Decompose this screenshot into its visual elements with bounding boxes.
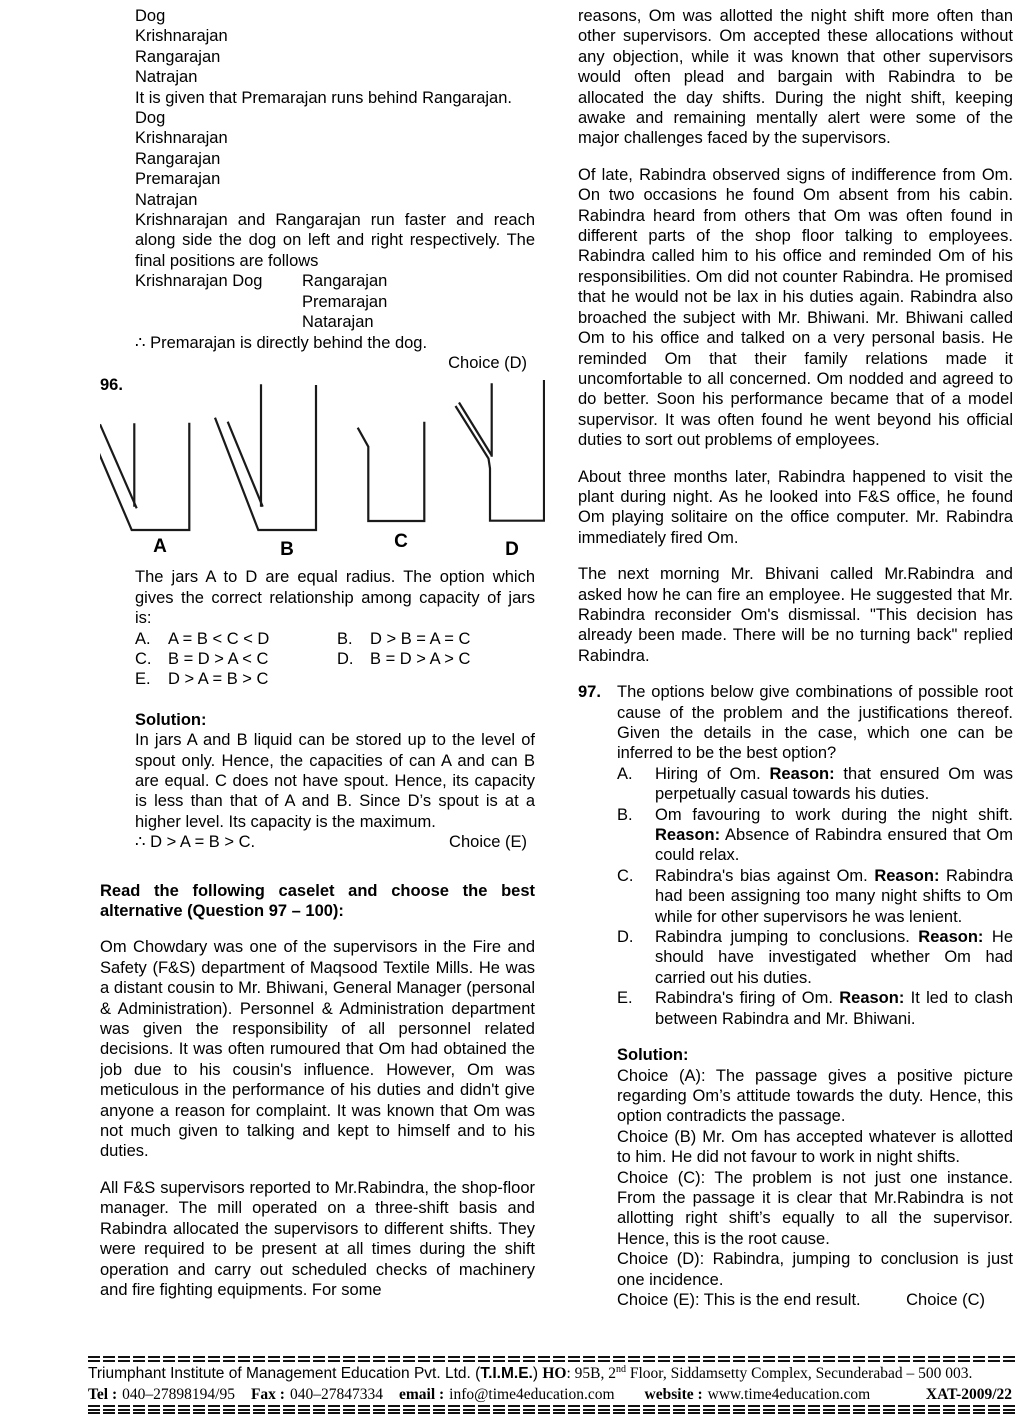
paper-code: XAT-2009/22 (925, 1386, 1012, 1403)
question-97 (578, 682, 1013, 1310)
solution-text: In jars A and B liquid can be stored up to the level of spout only. Hence, the capacities of can A and can B are equal. C does not have spout. Hence, its capacity is less than that of A and B. Since D’s spout is at a higher level. Its capacity is the maximum. (135, 731, 535, 831)
list-line: It is given that Premarajan runs behind Rangarajan. (135, 88, 512, 107)
option-d (617, 927, 1013, 988)
caselet-paragraph-2: All F&S supervisors reported to Mr.Rabindra, the shop-floor manager. The mill operated on a three-shift basis and Rabindra allocated the supervisors to different shifts. They were required to be present at all times during the shift operation and carry out scheduled checks of machinery and fire fighting equipments. For some (100, 1178, 535, 1299)
option-pre: Rabindra's firing of Om. (655, 989, 840, 1008)
conclusion-expression: ∴ D > A = B > C. (135, 833, 256, 852)
option-letter: E. (135, 670, 151, 689)
solution-heading: Solution: (135, 710, 207, 729)
q96-figure (100, 375, 535, 567)
list-line: Krishnarajan (135, 27, 228, 46)
option-post: He should have investigated whether Om had carried out his duties. (655, 928, 1013, 987)
question-text: The jars A to D are equal radius. The option which gives the correct relationship among capacity of jars is: (135, 568, 535, 628)
final-positions (135, 271, 535, 332)
option-b (337, 629, 539, 649)
option-text (655, 764, 1013, 805)
solution-line: Choice (B) Mr. Om has accepted whatever is allotted to him. He did not favour to work in night shifts. (617, 1127, 1013, 1167)
jar-label-a: A (153, 536, 167, 558)
time-brand: T.I.M.E. (480, 1365, 533, 1382)
jar-a-outline (100, 423, 189, 530)
footer-line-2 (88, 1385, 1016, 1405)
option-pre: Rabindra's bias against Om. (655, 866, 875, 885)
option-post: that ensured Om was perpetually casual towards his duties. (655, 764, 1013, 804)
solution-last-line: Choice (E): This is the end result. (617, 1290, 861, 1309)
list-line: Natrajan (135, 68, 198, 87)
solution-line: Choice (D): Rabindra, jumping to conclusion is just one incidence. (617, 1250, 1013, 1289)
option-c (135, 649, 337, 669)
option-text: B = D > A > C (370, 649, 471, 668)
list-line: Dog (135, 109, 166, 128)
answer-choice: Choice (C) (906, 1290, 985, 1309)
caselet-heading: Read the following caselet and choose the best alternative (Question 97 – 100): (100, 881, 535, 920)
reason-label: Reason: (655, 826, 721, 845)
option-text (655, 866, 1013, 927)
reason-label: Reason: (769, 764, 835, 783)
reason-label: Reason: (918, 928, 984, 947)
question-number: 96. (100, 376, 123, 395)
q96-options (135, 629, 535, 690)
tel-value: 040–27898194/95 (122, 1386, 235, 1403)
q97-solution (617, 1045, 1013, 1310)
email-label: email : (398, 1386, 445, 1403)
footer-rule-top (88, 1356, 1016, 1362)
list-line: Natrajan (135, 190, 198, 209)
list-line: Rangarajan (135, 47, 221, 66)
question-97-body (617, 682, 1013, 1310)
address-part: : 95B, 2 (566, 1365, 616, 1382)
solution-conclusion-row (135, 832, 535, 852)
fax-label: Fax : (250, 1386, 285, 1403)
list-line: Dog (135, 7, 166, 25)
option-post: Absence of Rabindra ensured that Om could relax. (655, 826, 1013, 865)
website-label: website : (644, 1386, 703, 1403)
option-letter: B. (617, 805, 633, 824)
solution-line: Choice (C): The problem is not just one instance. From the passage it is clear that Mr.Rabindra is not allotting right shift’s equally to all the supervisor. Hence, this is the root cause. (617, 1168, 1013, 1248)
list-line: Premarajan (135, 170, 221, 189)
answer-choice: Choice (E) (449, 833, 527, 852)
option-text: B = D > A < C (168, 649, 269, 668)
option-text (655, 805, 1013, 866)
website-value: www.time4education.com (707, 1386, 871, 1403)
right-column (578, 6, 1013, 1347)
conclusion-line: ∴ Premarajan is directly behind the dog. (135, 333, 428, 352)
option-letter: D. (617, 928, 634, 947)
two-column-body (100, 6, 1013, 1347)
option-row (135, 629, 535, 649)
fax-value: 040–27847334 (289, 1386, 383, 1403)
footer-rule-bottom (88, 1405, 1016, 1411)
option-text: D > B = A = C (370, 629, 471, 648)
footer-rule-bottom-2 (88, 1412, 1016, 1414)
ho-label: HO (542, 1365, 567, 1382)
position-line: Natarajan (302, 313, 374, 332)
jar-label-d: D (505, 539, 519, 561)
option-a (617, 764, 1013, 805)
caselet-paragraph-6: The next morning Mr. Bhivani called Mr.Rabindra and asked how he can fire an employee. He suggested that Mr. Rabindra reconsider Om's dismissal. "This decision has already been made. There will be no turning back" replied Rabindra. (578, 565, 1013, 665)
position-line: Premarajan (302, 292, 388, 311)
ordinal-suffix: nd (615, 1363, 626, 1375)
jar-d-outline (456, 380, 545, 521)
left-column (100, 6, 535, 1347)
question-number: 97. (578, 683, 601, 702)
explanation-paragraph: Krishnarajan and Rangarajan run faster and reach along side the dog on left and right respectively. The final positions are follows (135, 211, 535, 270)
option-letter: C. (617, 866, 634, 885)
option-letter: B. (337, 629, 353, 648)
solution-conclusion-row (617, 1290, 1013, 1310)
position-right-stack (302, 271, 387, 332)
solution-line: Choice (A): The passage gives a positive picture regarding Om’s attitude towards the duty. Hence, this option contradicts the passage. (617, 1066, 1013, 1126)
address-rest: Floor, Siddamsetty Complex, Secunderabad – 500 003. (625, 1365, 973, 1382)
caselet-paragraph-5: About three months later, Rabindra happened to visit the plant during night. As he looked into F&S office, he found Om playing solitaire on the office computer. Mr. Rabindra immediately fired Om. (578, 467, 1013, 547)
tel-label: Tel : (88, 1386, 118, 1403)
caselet-paragraph-1: Om Chowdary was one of the supervisors in the Fire and Safety (F&S) department of Maqsood Textile Mills. He was a distant cousin to Mr. Bhiwani, General Manager (personal & Administration). Personnel & Administration department was given the responsibility of all personnel related decisions. It was often rumoured that Om had obtained the job due to his cousin's influence. However, Om was meticulous in the performance of his duties and didn't give anyone a reason for complaint. It was known that Om was not much given to talking and kept to himself and to his duties. (100, 938, 535, 1161)
institute-name: Triumphant Institute of Management Education Pvt. Ltd. ( (88, 1365, 481, 1382)
caselet-paragraph-4: Of late, Rabindra observed signs of indifference from Om. On two occasions he found Om absent from his cabin. Rabindra heard from others that Om was often found in different parts of the shop floor talking to employees. Rabindra called him to his office and reminded Om of his responsibilities. Om did not counter Rabindra. He promised that he would not be lax in his duties again. Rabindra also broached the subject with Mr. Bhiwani. Mr. Bhiwani called Om to his office and talked on a very personal basis. He reminded Om that their family relations made it uncomfortable to all concerned. Om nodded and agreed to do better. Soon his performance became that of a model supervisor. It was often found he went beyond his official duties to sort out problems of employees. (578, 165, 1013, 450)
jar-label-c: C (394, 531, 408, 553)
institute-name-close: ) (532, 1365, 543, 1382)
reason-label: Reason: (874, 866, 940, 885)
question-text: The options below give combinations of possible root cause of the problem and the justifications thereof. Given the details in the case, which one can be inferred to be the best option? (617, 683, 1013, 763)
option-pre: Rabindra jumping to conclusions. (655, 928, 919, 947)
caselet-section (100, 881, 535, 1301)
option-letter: C. (135, 649, 152, 668)
jars-diagram (100, 375, 545, 567)
option-letter: A. (617, 764, 633, 783)
position-left: Krishnarajan Dog (135, 272, 263, 291)
option-pre: Om favouring to work during the night shift. (655, 805, 1013, 824)
q96-solution (135, 710, 535, 853)
option-b (617, 805, 1013, 866)
option-c (617, 866, 1013, 927)
question-96-body (100, 567, 535, 852)
jar-label-b: B (280, 539, 294, 561)
solution-heading: Solution: (617, 1046, 689, 1065)
option-text (655, 988, 1013, 1029)
option-text (655, 927, 1013, 988)
footer-line-1 (88, 1364, 1016, 1384)
answer-choice: Choice (D) (448, 353, 527, 372)
option-pre: Hiring of Om. (655, 764, 770, 783)
jar-d-spout-inner (459, 403, 492, 456)
email-value: info@time4education.com (449, 1386, 615, 1403)
option-post: It led to clash between Rabindra and Mr. Bhiwani. (655, 989, 1013, 1028)
option-e (617, 988, 1013, 1029)
option-e (135, 669, 337, 689)
option-row (135, 649, 535, 669)
option-text: D > A = B > C (168, 670, 269, 689)
jar-b-outline (215, 385, 316, 530)
list-line: Rangarajan (135, 149, 221, 168)
reason-label: Reason: (839, 989, 905, 1008)
option-row (135, 669, 535, 689)
option-d (337, 649, 539, 669)
option-a (135, 629, 337, 649)
caselet-paragraph-3: reasons, Om was allotted the night shift more often than other supervisors. Om accepted these allocations without any objection, while it was known that other supervisors would often plead and bargain with Rabindra to be allocated the day shifts. During the night shift, keeping awake and remaining mentally alert were some of the major challenges faced by the supervisors. (578, 7, 1013, 148)
page-footer (88, 1356, 1016, 1414)
q95-solution-tail (100, 6, 535, 373)
option-text: A = B < C < D (168, 629, 270, 648)
jar-c-outline (358, 422, 425, 521)
option-letter: A. (135, 629, 151, 648)
option-letter: E. (617, 989, 633, 1008)
option-post: Rabindra had been assigning too many night shifts to Om while for other supervisors he was lenient. (655, 866, 1013, 926)
option-letter: D. (337, 649, 354, 668)
list-line: Krishnarajan (135, 129, 228, 148)
position-line: Rangarajan (302, 272, 388, 291)
